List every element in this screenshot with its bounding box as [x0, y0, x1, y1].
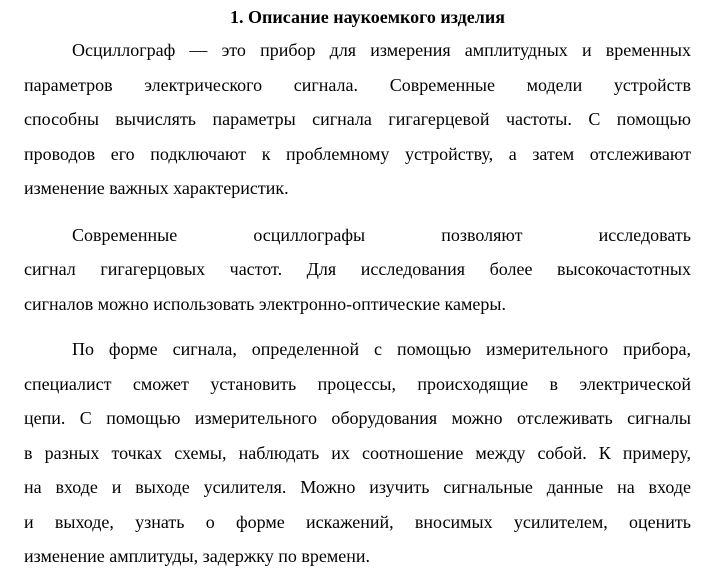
paragraph-line: изменение амплитуды, задержку по времени.	[24, 546, 371, 566]
paragraph-line: в разных точках схемы, наблюдать их соотношение между собой. К примеру,	[24, 442, 691, 463]
document-page	[24, 4, 691, 574]
paragraph-2	[24, 218, 691, 322]
paragraph-line: цепи. С помощью измерительного оборудования можно отслеживать сигналы	[24, 408, 691, 428]
paragraph-line: параметров электрического сигнала. Современные модели устройств	[24, 74, 691, 95]
paragraph-line: сигнал гигагерцовых частот. Для исследования более высокочастотных	[24, 259, 691, 279]
paragraph-line: изменение важных характеристик.	[24, 178, 289, 198]
paragraph-line: проводов его подключают к проблемному устройству, а затем отслеживают	[24, 143, 691, 164]
paragraph-line: По форме сигнала, определенной с помощью измерительного прибора,	[72, 339, 691, 359]
paragraph-line: специалист сможет установить процессы, происходящие в электрической	[24, 373, 691, 394]
paragraph-line: сигналов можно использовать электронно-оптические камеры.	[24, 293, 506, 314]
paragraph-1	[24, 33, 691, 206]
paragraph-line: способны вычислять параметры сигнала гигагерцевой частоты. С помощью	[24, 109, 691, 129]
paragraph-line: на входе и выходе усилителя. Можно изучить сигнальные данные на входе	[24, 477, 691, 497]
section-heading: 1. Описание наукоемкого изделия	[230, 7, 505, 27]
paragraph-line: Осциллограф — это прибор для измерения амплитудных и временных	[72, 40, 691, 60]
paragraph-line: и выходе, узнать о форме искажений, вносимых усилителем, оценить	[24, 511, 691, 532]
paragraph-line: Современные осциллографы позволяют исследовать	[72, 224, 691, 245]
paragraph-3	[24, 332, 691, 574]
